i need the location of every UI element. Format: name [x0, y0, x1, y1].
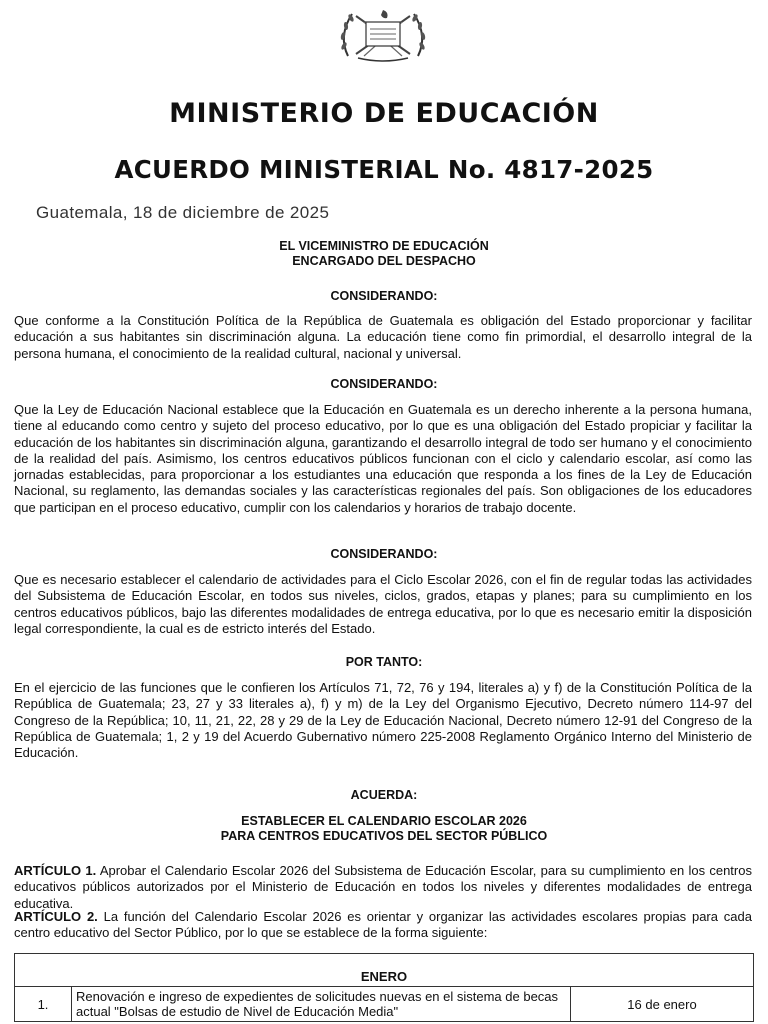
calendar-month: ENERO [15, 954, 754, 987]
ministry-title: MINISTERIO DE EDUCACIÓN [169, 98, 599, 129]
article-1-text: Aprobar el Calendario Escolar 2026 del Subsistema de Educación Escolar, para su cumplimiento en los centros educativos públicos autorizados por el Ministerio de Educación en todos los niveles y diferentes modalidades de entrega educativa. [14, 863, 752, 911]
table-row [15, 987, 754, 1022]
calendar-row-number: 1. [15, 987, 72, 1022]
por-tanto-heading: POR TANTO: [345, 655, 423, 669]
considerando-heading-2: CONSIDERANDO: [330, 377, 438, 391]
considerando-text-1: Que conforme a la Constitución Política de la República de Guatemala es obligación del Estado proporcionar y facilitar educación a sus habitantes sin discriminación alguna. La educación tiene como fin primordial, el desarrollo integral de la persona humana, el conocimiento de la realidad cultural, nacional y universal. [14, 313, 752, 361]
considerando-text-3: Que es necesario establecer el calendario de actividades para el Ciclo Escolar 2026, con el fin de regular todas las actividades del Subsistema de Educación Escolar, en todos sus niveles, ciclos, grados, etapas y planes; para su cumplimiento en los centros educativos públicos, bajo las diferentes modalidades de entrega educativa, por lo que es necesario emitir la disposición legal correspondiente, la cual es de estricto interés del Estado. [14, 572, 752, 636]
calendar-table [14, 953, 754, 1022]
por-tanto-text: En el ejercicio de las funciones que le confieren los Artículos 71, 72, 76 y 194, literales a) y f) de la Constitución Política de la República de Guatemala; 23, 27 y 33 literales a), f) y m) de la Ley del Organismo Ejecutivo, Decreto número 114-97 del Congreso de la República; 10, 11, 21, 22, 28 y 29 de la Ley de Educación Nacional, Decreto número 12-91 del Congreso de la República de Guatemala; 1, 2 y 19 del Acuerdo Gubernativo número 225-2008 Reglamento Orgánico Interno del Ministerio de Educación. [14, 680, 752, 761]
authority-line-2: ENCARGADO DEL DESPACHO [292, 254, 476, 268]
calendar-month-row [15, 954, 754, 987]
dateline: Guatemala, 18 de diciembre de 2025 [36, 203, 330, 222]
article-1-label: ARTÍCULO 1. [14, 863, 97, 878]
considerando-text-2: Que la Ley de Educación Nacional establece que la Educación en Guatemala es un derecho inherente a la persona humana, tiene al educando como centro y sujeto del proceso educativo, por lo que es una obligación del Estado propiciar y facilitar la educación de los habitantes sin discriminación alguna, garantizando el desarrollo integral de todo ser humano y el conocimiento de la realidad del país. Asimismo, los centros educativos públicos funcionan con el ciclo y calendario escolar, así como las jornadas establecidas, para proporcionar a los estudiantes una educación que responda a los fines de la Ley de Educación Nacional, su reglamento, las demandas sociales y las características regionales del país. Son obligaciones de los educadores que participan en el proceso educativo, cumplir con los calendarios y horarios de trabajo docente. [14, 402, 752, 515]
acuerda-subtitle-1: ESTABLECER EL CALENDARIO ESCOLAR 2026 [241, 814, 527, 828]
guatemala-coat-of-arms-icon [334, 6, 432, 62]
considerando-heading-3: CONSIDERANDO: [330, 547, 438, 561]
article-2 [14, 909, 752, 942]
considerando-heading-1: CONSIDERANDO: [330, 289, 438, 303]
authority-line-1: EL VICEMINISTRO DE EDUCACIÓN [279, 239, 489, 253]
article-2-text: La función del Calendario Escolar 2026 es orientar y organizar las actividades escolares propias para cada centro educativo del Sector Público, por lo que se establece de la forma siguiente: [14, 909, 752, 941]
acuerda-heading: ACUERDA: [350, 788, 418, 802]
acuerdo-title: ACUERDO MINISTERIAL No. 4817-2025 [114, 155, 654, 184]
article-1 [14, 863, 752, 912]
calendar-row-date: 16 de enero [571, 987, 754, 1022]
article-2-label: ARTÍCULO 2. [14, 909, 98, 924]
acuerda-subtitle-2: PARA CENTROS EDUCATIVOS DEL SECTOR PÚBLICO [220, 829, 548, 843]
calendar-row-activity: Renovación e ingreso de expedientes de solicitudes nuevas en el sistema de becas actual "Bolsas de estudio de Nivel de Educación Media" [72, 987, 571, 1022]
